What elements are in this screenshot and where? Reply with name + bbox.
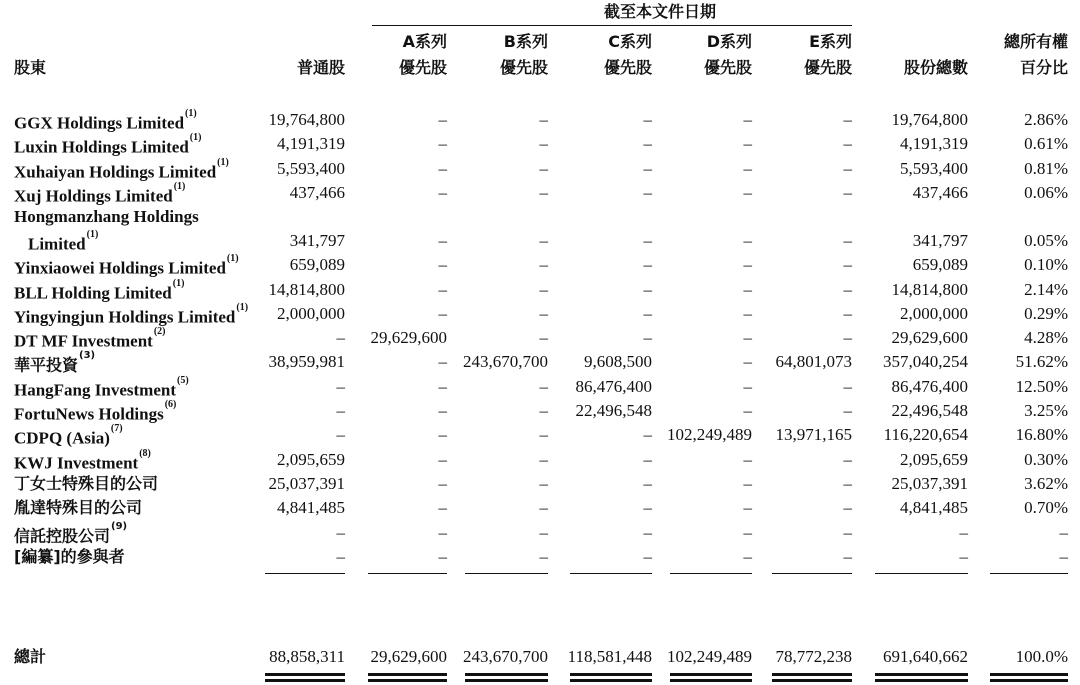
cell-pct: 3.62% <box>1024 473 1068 493</box>
cell-ordinary: 38,959,981 <box>268 352 345 372</box>
cell-e: – <box>843 182 852 202</box>
row-name-line1: Hongmanzhang Holdings <box>14 207 199 227</box>
totals-cell-a: 29,629,600 <box>370 647 447 666</box>
cell-b: – <box>539 425 548 445</box>
cell-b: 243,670,700 <box>463 352 548 372</box>
subtotal-rule-e <box>772 573 852 574</box>
row-shareholder-name-text: Limited <box>28 234 86 254</box>
header-pct-line2: 百分比 <box>1019 58 1068 77</box>
cell-d: – <box>743 279 752 299</box>
header-ordinary: 普通股 <box>296 58 345 77</box>
row-shareholder-name-text: 華平投資 <box>14 355 79 375</box>
cell-d: – <box>743 352 752 372</box>
cell-e: – <box>843 473 852 493</box>
cell-a: – <box>438 303 447 323</box>
cell-c: 9,608,500 <box>584 352 652 372</box>
totals-double-rule-c <box>570 673 652 676</box>
row-shareholder-name <box>14 157 229 181</box>
subtotal-rule-a <box>368 573 447 574</box>
cell-pct: 2.14% <box>1024 279 1068 299</box>
cell-c: – <box>643 158 652 178</box>
cell-c: 86,476,400 <box>575 376 652 396</box>
cell-b: – <box>539 182 548 202</box>
totals-double-rule-pct <box>990 673 1068 676</box>
footnote-marker: (1) <box>185 108 197 119</box>
cell-ordinary: 5,593,400 <box>277 158 345 178</box>
subtotal-rule-b <box>465 573 548 574</box>
cell-b: – <box>539 473 548 493</box>
row-shareholder-name <box>14 423 123 447</box>
header-series-b-line2: 優先股 <box>499 58 548 77</box>
cell-d: – <box>743 182 752 202</box>
cell-pct: 12.50% <box>1015 376 1068 396</box>
cell-pct: 0.10% <box>1024 255 1068 275</box>
header-series-a-line2: 優先股 <box>398 58 447 77</box>
cell-b: – <box>539 328 548 348</box>
cell-ordinary: 659,089 <box>289 255 345 275</box>
cell-pct: 0.30% <box>1024 449 1068 469</box>
row-shareholder-name <box>14 472 158 496</box>
cell-total: 14,814,800 <box>891 279 968 299</box>
cell-total: – <box>959 522 968 542</box>
cell-total: 22,496,548 <box>891 401 968 420</box>
cell-e: – <box>843 158 852 178</box>
cell-a: – <box>438 134 447 154</box>
totals-double-rule-ordinary <box>265 673 345 676</box>
cell-e: – <box>843 328 852 348</box>
cell-ordinary: – <box>336 328 345 348</box>
cell-c: – <box>643 328 652 348</box>
cell-ordinary: 2,095,659 <box>277 449 345 469</box>
cell-pct: – <box>1059 546 1068 566</box>
totals-double-rule-d-lower <box>670 679 752 682</box>
cell-ordinary: 2,000,000 <box>277 303 345 323</box>
cell-ordinary: 19,764,800 <box>268 110 345 129</box>
cell-c: – <box>643 279 652 299</box>
cell-ordinary: – <box>336 425 345 445</box>
cell-a: – <box>438 231 447 251</box>
totals-double-rule-ordinary-lower <box>265 679 345 682</box>
totals-cell-c: 118,581,448 <box>567 647 652 666</box>
cell-b: – <box>539 546 548 566</box>
row-shareholder-name-text: Yinxiaowei Holdings Limited <box>14 258 226 278</box>
row-shareholder-name-text: Xuj Holdings Limited <box>14 186 173 206</box>
cell-total: 437,466 <box>912 182 968 202</box>
cell-pct: 0.70% <box>1024 498 1068 518</box>
row-shareholder-name-text: 信託控股公司 <box>14 525 111 545</box>
cell-total: 25,037,391 <box>891 473 968 493</box>
row-shareholder-name <box>14 326 166 350</box>
row-shareholder-name <box>14 108 197 132</box>
cell-a: – <box>438 425 447 445</box>
cell-pct: 2.86% <box>1024 110 1068 129</box>
row-shareholder-name-text: GGX Holdings Limited <box>14 113 185 133</box>
footnote-marker: (1) <box>173 180 186 192</box>
totals-double-rule-c-lower <box>570 679 652 682</box>
totals-double-rule-total-lower <box>875 679 968 682</box>
cell-ordinary: 14,814,800 <box>268 279 345 299</box>
totals-double-rule-b <box>465 673 548 676</box>
footnote-marker: (1) <box>86 229 99 241</box>
cell-total: 29,629,600 <box>891 328 968 348</box>
footnote-marker: (1) <box>236 301 249 313</box>
totals-double-rule-a-lower <box>368 679 447 682</box>
row-shareholder-name <box>14 375 189 399</box>
cell-b: – <box>539 110 548 129</box>
totals-cell-e: 78,772,238 <box>775 647 852 666</box>
cell-b: – <box>539 279 548 299</box>
cell-ordinary: 437,466 <box>289 182 345 202</box>
totals-cell-pct: 100.0% <box>1015 647 1068 666</box>
cell-e: – <box>843 401 852 420</box>
cell-d: 102,249,489 <box>667 425 752 445</box>
totals-double-rule-e-lower <box>772 679 852 682</box>
cell-a: – <box>438 522 447 542</box>
cell-pct: – <box>1059 522 1068 542</box>
totals-double-rule-total <box>875 673 968 676</box>
cell-e: – <box>843 449 852 469</box>
row-shareholder-name-text: HangFang Investment <box>14 380 176 400</box>
row-shareholder-name <box>14 448 151 472</box>
footnote-marker: (1) <box>217 156 229 168</box>
cell-ordinary: – <box>336 546 345 566</box>
cell-a: – <box>438 546 447 566</box>
totals-double-rule-a <box>368 673 447 676</box>
cell-b: – <box>539 231 548 251</box>
totals-cell-d: 102,249,489 <box>667 647 752 666</box>
cell-a: – <box>438 158 447 178</box>
header-total-shares: 股份總數 <box>903 58 968 77</box>
row-shareholder-name-text: FortuNews Holdings <box>14 404 164 424</box>
cell-pct: 4.28% <box>1024 328 1068 348</box>
cell-d: – <box>743 449 752 469</box>
cell-e: – <box>843 255 852 275</box>
row-shareholder-name <box>14 399 176 423</box>
totals-double-rule-d <box>670 673 752 676</box>
cell-e: – <box>843 546 852 566</box>
cell-ordinary: 4,191,319 <box>277 134 345 154</box>
cell-pct: 51.62% <box>1015 352 1068 372</box>
cell-ordinary: – <box>336 376 345 396</box>
cell-e: 13,971,165 <box>775 425 852 445</box>
cell-pct: 16.80% <box>1015 425 1068 445</box>
row-shareholder-name-text: DT MF Investment <box>14 331 153 351</box>
totals-cell-total: 691,640,662 <box>883 647 968 666</box>
footnote-marker: (9) <box>111 520 128 532</box>
cell-total: 2,095,659 <box>900 449 968 469</box>
cell-pct: 0.29% <box>1024 303 1068 323</box>
cell-b: – <box>539 134 548 154</box>
span-title-rule <box>372 25 852 26</box>
row-shareholder-name-text: Xuhaiyan Holdings Limited <box>14 162 217 182</box>
cell-total: 4,841,485 <box>900 498 968 518</box>
row-shareholder-name-text: KWJ Investment <box>14 453 139 473</box>
row-shareholder-name <box>14 278 184 302</box>
header-series-d-line1: D系列 <box>706 32 752 51</box>
cell-c: 22,496,548 <box>575 401 652 420</box>
cell-e: – <box>843 110 852 129</box>
cell-pct: 0.81% <box>1024 158 1068 178</box>
cell-d: – <box>743 134 752 154</box>
cell-c: – <box>643 449 652 469</box>
header-shareholder: 股東 <box>14 58 47 77</box>
cell-d: – <box>743 473 752 493</box>
cell-a: – <box>438 182 447 202</box>
cell-d: – <box>743 498 752 518</box>
cell-e: – <box>843 522 852 542</box>
cell-c: – <box>643 303 652 323</box>
row-shareholder-name-text: 胤達特殊目的公司 <box>14 498 143 518</box>
footnote-marker: (1) <box>172 277 185 289</box>
cell-b: – <box>539 498 548 518</box>
subtotal-rule-ordinary <box>265 573 345 574</box>
row-shareholder-name <box>14 521 127 545</box>
totals-double-rule-pct-lower <box>990 679 1068 682</box>
cell-e: – <box>843 231 852 251</box>
cell-d: – <box>743 401 752 420</box>
cell-d: – <box>743 546 752 566</box>
cell-c: – <box>643 425 652 445</box>
cell-pct: 0.05% <box>1024 231 1068 251</box>
cell-b: – <box>539 376 548 396</box>
footnote-marker: (6) <box>164 399 177 410</box>
cell-b: – <box>539 158 548 178</box>
cell-ordinary: – <box>336 522 345 542</box>
cell-total: 4,191,319 <box>900 134 968 154</box>
cell-total: 86,476,400 <box>891 376 968 396</box>
cell-ordinary: 341,797 <box>289 231 345 251</box>
cell-b: – <box>539 401 548 420</box>
cell-total: 2,000,000 <box>900 303 968 323</box>
row-shareholder-name <box>14 545 125 569</box>
cell-total: – <box>959 546 968 566</box>
cell-c: – <box>643 110 652 129</box>
cell-b: – <box>539 522 548 542</box>
header-series-b-line1: B系列 <box>503 32 548 51</box>
row-shareholder-name-text: BLL Holding Limited <box>14 283 172 303</box>
totals-label: 總計 <box>14 647 47 666</box>
cell-a: – <box>438 473 447 493</box>
cell-pct: 0.61% <box>1024 134 1068 154</box>
cell-c: – <box>643 231 652 251</box>
totals-double-rule-e <box>772 673 852 676</box>
span-title-header: 截至本文件日期 <box>603 2 716 21</box>
cell-b: – <box>539 449 548 469</box>
footnote-marker: (1) <box>189 132 202 144</box>
row-shareholder-name-text: Yingyingjun Holdings Limited <box>14 307 236 327</box>
footnote-marker: (5) <box>176 374 189 386</box>
cell-a: – <box>438 449 447 469</box>
cell-d: – <box>743 158 752 178</box>
row-shareholder-name-text: CDPQ (Asia) <box>14 428 110 448</box>
cell-total: 659,089 <box>912 255 968 275</box>
cell-b: – <box>539 255 548 275</box>
cell-pct: 0.06% <box>1024 182 1068 202</box>
cell-d: – <box>743 522 752 542</box>
subtotal-rule-c <box>570 573 652 574</box>
cell-a: – <box>438 498 447 518</box>
cell-d: – <box>743 376 752 396</box>
cell-c: – <box>643 498 652 518</box>
row-shareholder-name-text: Luxin Holdings Limited <box>14 137 189 157</box>
cell-a: – <box>438 352 447 372</box>
row-shareholder-name <box>14 496 142 520</box>
totals-cell-ordinary: 88,858,311 <box>269 647 345 666</box>
cell-a: 29,629,600 <box>370 328 447 348</box>
cell-ordinary: 25,037,391 <box>268 473 345 493</box>
cell-a: – <box>438 110 447 129</box>
cell-d: – <box>743 255 752 275</box>
totals-double-rule-b-lower <box>465 679 548 682</box>
row-shareholder-name-text: 丁女士特殊目的公司 <box>14 473 159 493</box>
row-shareholder-name <box>14 181 185 205</box>
row-shareholder-name <box>14 253 239 277</box>
subtotal-rule-d <box>670 573 752 574</box>
cell-b: – <box>539 303 548 323</box>
header-series-d-line2: 優先股 <box>703 58 752 77</box>
footnote-marker: (7) <box>110 423 123 435</box>
footnote-marker: (3) <box>79 350 96 362</box>
cell-c: – <box>643 473 652 493</box>
cell-total: 116,220,654 <box>883 425 968 445</box>
cell-e: – <box>843 376 852 396</box>
cell-a: – <box>438 279 447 299</box>
cell-d: – <box>743 303 752 323</box>
cell-e: – <box>843 134 852 154</box>
totals-cell-b: 243,670,700 <box>463 647 548 666</box>
cell-a: – <box>438 376 447 396</box>
footnote-marker: (1) <box>226 253 239 265</box>
footnote-marker: (2) <box>153 326 166 338</box>
cell-ordinary: – <box>336 401 345 420</box>
cell-c: – <box>643 255 652 275</box>
row-shareholder-name <box>28 229 98 253</box>
cell-c: – <box>643 182 652 202</box>
subtotal-rule-pct <box>990 573 1068 574</box>
cell-total: 357,040,254 <box>883 352 968 372</box>
row-shareholder-name-text: [編纂]的參與者 <box>14 546 125 566</box>
cell-total: 5,593,400 <box>900 158 968 178</box>
cell-ordinary: 4,841,485 <box>277 498 345 518</box>
header-series-c-line2: 優先股 <box>603 58 652 77</box>
header-pct-line1: 總所有權 <box>1003 32 1068 51</box>
header-series-c-line1: C系列 <box>608 32 652 51</box>
cell-total: 341,797 <box>912 231 968 251</box>
cell-pct: 3.25% <box>1024 401 1068 420</box>
cell-d: – <box>743 328 752 348</box>
cell-c: – <box>643 134 652 154</box>
cell-a: – <box>438 401 447 420</box>
footnote-marker: (8) <box>139 447 151 459</box>
cell-total: 19,764,800 <box>891 110 968 129</box>
cell-e: – <box>843 498 852 518</box>
header-series-a-line1: A系列 <box>402 32 447 51</box>
header-series-e-line1: E系列 <box>809 32 852 51</box>
cell-e: – <box>843 303 852 323</box>
cell-a: – <box>438 255 447 275</box>
cell-e: 64,801,073 <box>775 352 852 372</box>
cell-e: – <box>843 279 852 299</box>
row-shareholder-name <box>14 132 201 156</box>
subtotal-rule-total <box>875 573 968 574</box>
cell-d: – <box>743 110 752 129</box>
cell-d: – <box>743 231 752 251</box>
header-series-e-line2: 優先股 <box>803 58 852 77</box>
cell-c: – <box>643 522 652 542</box>
row-shareholder-name <box>14 302 248 326</box>
row-shareholder-name <box>14 350 95 374</box>
cell-c: – <box>643 546 652 566</box>
